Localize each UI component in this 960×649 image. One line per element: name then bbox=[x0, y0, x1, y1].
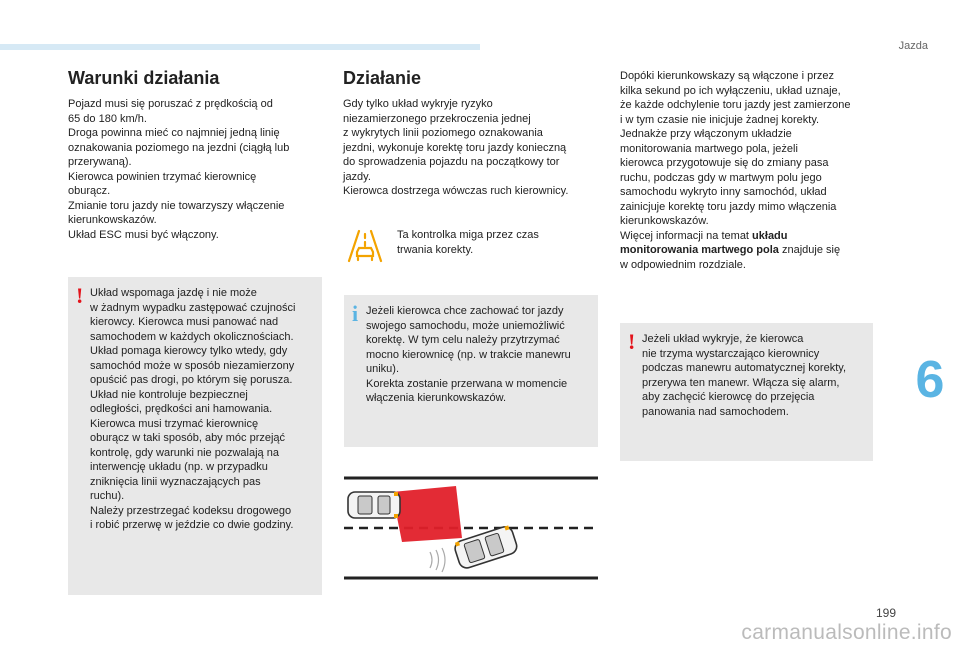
conditions-title: Warunki działania bbox=[68, 68, 220, 88]
section-title: Jazda bbox=[898, 40, 928, 52]
operation-title: Działanie bbox=[343, 68, 422, 88]
warning-icon: ! bbox=[76, 283, 84, 308]
info-icon: i bbox=[352, 301, 359, 326]
conditions-text: Pojazd musi się poruszać z prędkością od 65 do 180 km/h. Droga powinna mieć co najmniej jedną linię oznakowania poziomego na jezdni (ciągłą lub przerywaną). Kierowca powinien trzymać kierownicę oburącz. Zmianie toru jazdy nie towarzyszy włączenie kierunkowskazów. Układ ESC musi być włączony. bbox=[68, 98, 290, 241]
chapter-number: 6 bbox=[915, 351, 945, 409]
lane-keeping-warning-icon bbox=[344, 228, 386, 264]
car-upper-lane bbox=[348, 492, 400, 518]
warning-text-1: Układ wspomaga jazdę i nie może w żadnym wypadku zastępować czujności kierowcy. Kierowca musi panować nad samochodem w każdych okolicznościach. Układ pomaga kierowcy tylko wtedy, gdy samochód może w sposób niezamierzony opuścić pas drogi, po którym się porusza. Układ nie kontroluje bezpiecznej odległości, prędkości ani hamowania. Kierowca musi trzymać kierownicę oburącz w taki sposób, aby móc przejąć kontrolę, gdy warunki nie pozwalają na interwencję układu (np. w przypadku zniknięcia linii wyznaczających pas ruchu). Należy przestrzegać kodeksu drogowego i robić przerwę w jeździe co dwie godziny. bbox=[90, 287, 296, 531]
warning-icon: ! bbox=[628, 329, 636, 354]
lane-correction-illustration bbox=[344, 470, 598, 582]
page-number: 199 bbox=[875, 606, 896, 620]
car-correcting bbox=[453, 525, 519, 570]
info-box bbox=[344, 295, 598, 447]
blind-spot-text: Dopóki kierunkowskazy są włączone i przez kilka sekund po ich wyłączeniu, układ uznaje, że każde odchylenie toru jazdy jest zamierzone i w tym czasie nie inicjuje żadnej korekty. Jednakże przy włączonym układzie monitorowania martwego pola, jeżeli kierowca przygotowuje się do zmiany pasa ruchu, podczas gdy w martwym polu jego samochodu wykryto inny samochód, układ zainicjuje korektę toru jazdy mimo włączenia kierunkowskazów. Więcej informacji na temat układu monitorowania martwego pola znajduje się w odpowiednim rozdziale. bbox=[620, 70, 851, 271]
warning-box-1 bbox=[68, 277, 322, 595]
warning-text-2: Jeżeli układ wykryje, że kierowca nie trzyma wystarczająco kierownicy podczas manewru automatycznej korekty, przerywa ten manewr. Włącza się alarm, aby zachęcić kierowcę do przejęcia panowania nad samochodem. bbox=[642, 333, 846, 418]
operation-text: Gdy tylko układ wykryje ryzyko niezamierzonego przekroczenia jednej z wykrytych linii poziomego oznakowania jezdni, wykonuje korektę toru jazdy konieczną do sprowadzenia pojazdu na początkowy tor jazdy. Kierowca dostrzega wówczas ruch kierownicy. bbox=[343, 98, 569, 197]
info-text: Jeżeli kierowca chce zachować tor jazdy swojego samochodu, może uniemożliwić korektę. W tym celu należy przytrzymać mocno kierownicę (np. w trakcie manewru uniku). Korekta zostanie przerwana w momencie włączenia kierunkowskazów. bbox=[366, 305, 571, 404]
watermark: carmanualsonline.info bbox=[741, 621, 952, 644]
indicator-text: Ta kontrolka miga przez czas trwania korekty. bbox=[397, 229, 539, 256]
warning-box-2 bbox=[620, 323, 873, 461]
header-bar bbox=[0, 44, 480, 50]
